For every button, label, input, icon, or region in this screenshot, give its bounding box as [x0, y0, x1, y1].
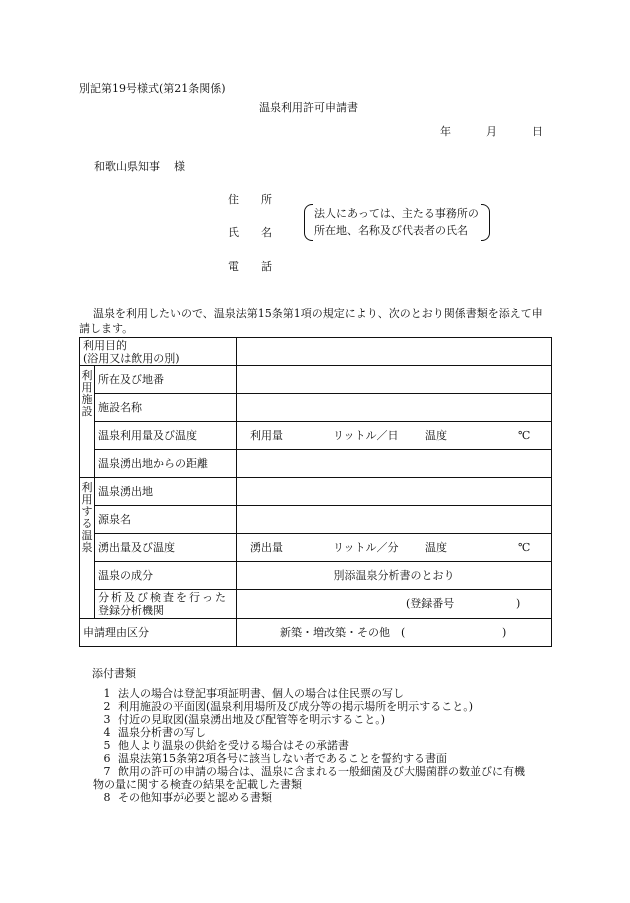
facility-location-label: 所在及び地番 [95, 366, 237, 394]
item-number: 4 [103, 726, 111, 739]
facility-name-value[interactable] [237, 394, 552, 422]
registration-number-suffix: ) [516, 597, 521, 610]
date-month: 月 [486, 125, 497, 138]
spring-char: す [81, 505, 93, 518]
left-bracket [304, 204, 313, 241]
reason-options: 新築・増改築・その他 ( [280, 625, 406, 639]
intro-paragraph: 温泉を利用したいので、温泉法第15条第1項の規定により、次のとおり関係書類を添えて申請します。 [79, 307, 543, 335]
item-text: 法人の場合は登記事項証明書、個人の場合は住民票の写し [118, 687, 404, 700]
usage-amount-label: 利用量 [250, 428, 283, 442]
facility-char: 施 [81, 393, 93, 406]
inspector-label-line-2: 登録分析機関 [98, 604, 164, 617]
list-item [96, 687, 566, 700]
inspector-value[interactable] [237, 590, 552, 619]
table-row [80, 366, 552, 394]
spring-char: 泉 [81, 541, 93, 554]
list-item [96, 700, 566, 713]
table-row [80, 450, 552, 478]
date-day: 日 [532, 125, 543, 138]
table-row [80, 619, 552, 647]
item-number: 3 [103, 713, 111, 726]
inspector-label-line-1: 分析及び検査を行った [98, 591, 228, 604]
purpose-label-line-2: (浴用又は飲用の別) [83, 352, 180, 365]
spring-group-label [80, 478, 95, 619]
item-number: 7 [103, 765, 111, 778]
table-row [80, 422, 552, 450]
purpose-value-cell[interactable] [237, 338, 552, 366]
reason-other-close: ) [502, 625, 507, 639]
inspector-label [95, 590, 237, 619]
purpose-label-line-1: 利用目的 [83, 339, 127, 352]
list-item-continuation [93, 778, 566, 791]
spring-char: 用 [81, 493, 93, 506]
table-row [80, 478, 552, 506]
application-table [79, 337, 552, 647]
item-number: 6 [103, 752, 111, 765]
purpose-label [80, 338, 237, 366]
facility-distance-value[interactable] [237, 450, 552, 478]
item-text: その他知事が必要と認める書類 [118, 791, 272, 804]
spring-flow-value[interactable] [237, 534, 552, 562]
flow-unit: リットル／分 [333, 540, 399, 554]
date-line [440, 125, 543, 139]
flow-amount-label: 湧出量 [250, 540, 283, 554]
table-row [80, 338, 552, 366]
reason-label: 申請理由区分 [80, 619, 237, 647]
flow-celsius: ℃ [518, 540, 531, 554]
spring-flow-label: 湧出量及び温度 [95, 534, 237, 562]
list-item [96, 739, 566, 752]
addressee-honorific: 様 [174, 160, 185, 173]
applicant-name-label: 氏名 [228, 226, 294, 239]
spring-component-label: 温泉の成分 [95, 562, 237, 590]
item-number: 8 [103, 791, 111, 804]
item-text: 温泉法第15条第2項各号に該当しない者であることを誓約する書面 [118, 752, 447, 765]
applicant-tel-label: 電話 [228, 260, 294, 273]
registration-number-prefix: (登録番号 [406, 597, 455, 610]
corporate-note-line-2: 所在地、名称及び代表者の氏名 [314, 224, 468, 237]
form-number: 別記第19号様式(第21条関係) [79, 82, 226, 95]
table-row [80, 562, 552, 590]
item-text: 利用施設の平面図(温泉利用場所及び成分等の掲示場所を明示すること。) [118, 700, 474, 713]
corporate-note [304, 204, 490, 241]
item-number: 1 [103, 687, 111, 700]
item-text: 温泉分析書の写し [118, 726, 206, 739]
item-number: 2 [103, 700, 111, 713]
facility-location-value[interactable] [237, 366, 552, 394]
reason-value[interactable] [237, 619, 552, 647]
date-year: 年 [440, 125, 451, 138]
spring-component-value: 別添温泉分析書のとおり [237, 562, 552, 590]
list-item [96, 765, 566, 778]
table-row [80, 590, 552, 619]
attachments-title: 添付書類 [92, 667, 136, 680]
usage-temp-label: 温度 [425, 428, 447, 442]
spring-site-value[interactable] [237, 478, 552, 506]
table-row [80, 394, 552, 422]
list-item [96, 713, 566, 726]
table-row [80, 534, 552, 562]
item-text: 物の量に関する検査の結果を記載した書類 [93, 778, 302, 791]
attachments-list [93, 687, 566, 804]
spring-source-label: 源泉名 [95, 506, 237, 534]
item-number: 5 [103, 739, 111, 752]
facility-char: 利 [81, 369, 93, 382]
spring-source-value[interactable] [237, 506, 552, 534]
spring-char: 温 [81, 529, 93, 542]
right-bracket [481, 204, 490, 241]
facility-char: 用 [81, 381, 93, 394]
usage-celsius: ℃ [518, 428, 531, 442]
spring-site-label: 温泉湧出地 [95, 478, 237, 506]
list-item [96, 791, 566, 804]
item-text: 付近の見取図(温泉湧出地及び配管等を明示すること。) [118, 713, 386, 726]
corporate-note-line-1: 法人にあっては、主たる事務所の [314, 207, 479, 220]
list-item [96, 752, 566, 765]
applicant-address-label: 住所 [228, 193, 294, 206]
item-text: 飲用の許可の申請の場合は、温泉に含まれる一般細菌及び大腸菌群の数並びに有機 [118, 765, 525, 778]
flow-temp-label: 温度 [425, 540, 447, 554]
facility-usage-label: 温泉利用量及び温度 [95, 422, 237, 450]
table-row [80, 506, 552, 534]
document-title: 温泉利用許可申請書 [259, 101, 358, 114]
facility-group-label [80, 366, 95, 478]
facility-char: 設 [81, 405, 93, 418]
usage-unit: リットル／日 [333, 428, 399, 442]
spring-char: る [81, 517, 93, 530]
facility-usage-value[interactable] [237, 422, 552, 450]
list-item [96, 726, 566, 739]
facility-name-label: 施設名称 [95, 394, 237, 422]
addressee [94, 160, 185, 174]
item-text: 他人より温泉の供給を受ける場合はその承諾書 [118, 739, 349, 752]
facility-distance-label: 温泉湧出地からの距離 [95, 450, 237, 478]
spring-char: 利 [81, 481, 93, 494]
addressee-name: 和歌山県知事 [94, 160, 160, 173]
